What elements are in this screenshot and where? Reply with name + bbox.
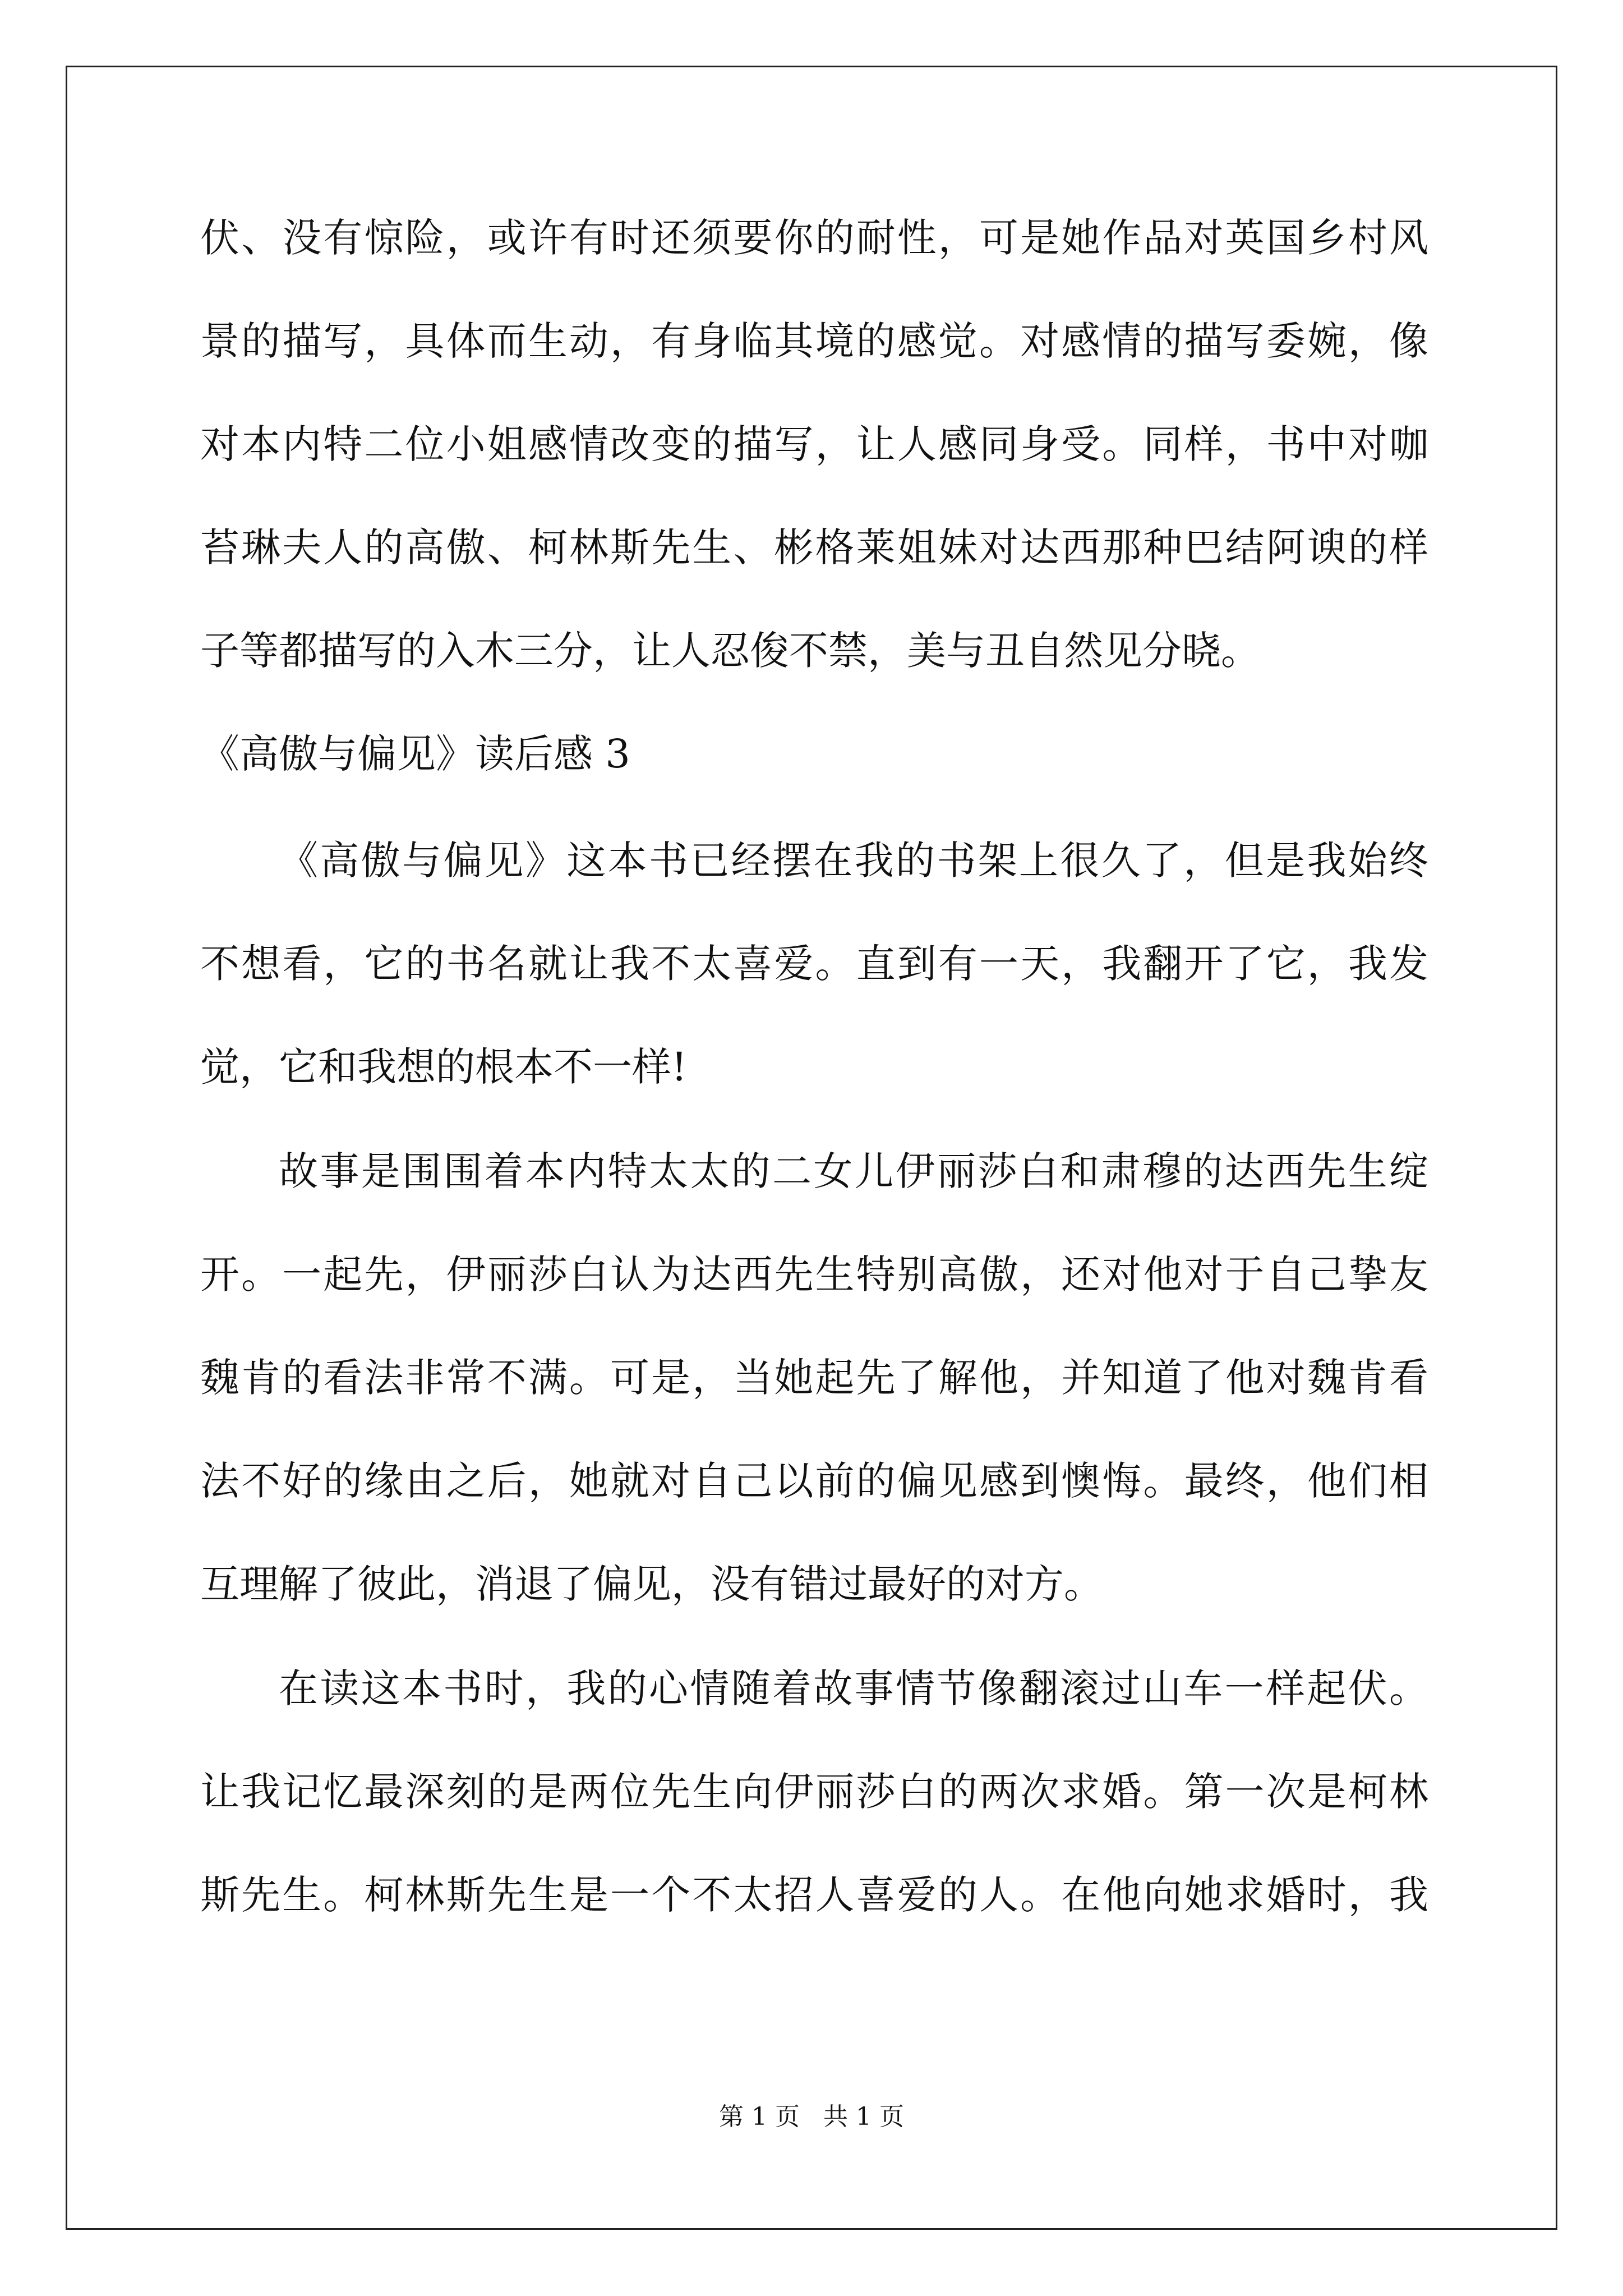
paragraph-line: 苔琳夫人的高傲、柯林斯先生、彬格莱姐妹对达西那种巴结阿谀的样	[200, 524, 1428, 570]
page-total: 共 1 页	[823, 2102, 904, 2131]
paragraph-line: 觉，它和我想的根本不一样!	[200, 1044, 688, 1090]
paragraph-line: 开。一起先，伊丽莎白认为达西先生特别高傲，还对他对于自己挚友	[200, 1251, 1428, 1297]
section-heading: 《高傲与偏见》读后感 3	[200, 731, 630, 777]
paragraph-line: 对本内特二位小姐感情改变的描写，让人感同身受。同样，书中对咖	[200, 421, 1428, 467]
paragraph-line: 让我记忆最深刻的是两位先生向伊丽莎白的两次求婚。第一次是柯林	[200, 1769, 1428, 1815]
page-footer	[0, 2100, 1623, 2134]
paragraph-line: 《高傲与偏见》这本书已经摆在我的书架上很久了，但是我始终	[279, 838, 1428, 884]
paragraph-line: 景的描写，具体而生动，有身临其境的感觉。对感情的描写委婉，像	[200, 318, 1428, 364]
paragraph-line: 斯先生。柯林斯先生是一个不太招人喜爱的人。在他向她求婚时，我	[200, 1872, 1428, 1918]
paragraph-line: 故事是围围着本内特太太的二女儿伊丽莎白和肃穆的达西先生绽	[279, 1148, 1428, 1194]
paragraph-line: 伏、没有惊险，或许有时还须要你的耐性，可是她作品对英国乡村风	[200, 215, 1428, 261]
paragraph-line: 子等都描写的入木三分，让人忍俊不禁，美与丑自然见分晓。	[200, 628, 1260, 674]
paragraph-line: 在读这本书时，我的心情随着故事情节像翻滚过山车一样起伏。	[279, 1665, 1428, 1711]
paragraph-line: 不想看，它的书名就让我不太喜爱。直到有一天，我翻开了它，我发	[200, 941, 1428, 987]
paragraph-line: 法不好的缘由之后，她就对自己以前的偏见感到懊悔。最终，他们相	[200, 1458, 1428, 1504]
page-number: 第 1 页	[719, 2102, 800, 2131]
paragraph-line: 互理解了彼此，消退了偏见，没有错过最好的对方。	[200, 1561, 1103, 1607]
paragraph-line: 魏肯的看法非常不满。可是，当她起先了解他，并知道了他对魏肯看	[200, 1355, 1428, 1401]
